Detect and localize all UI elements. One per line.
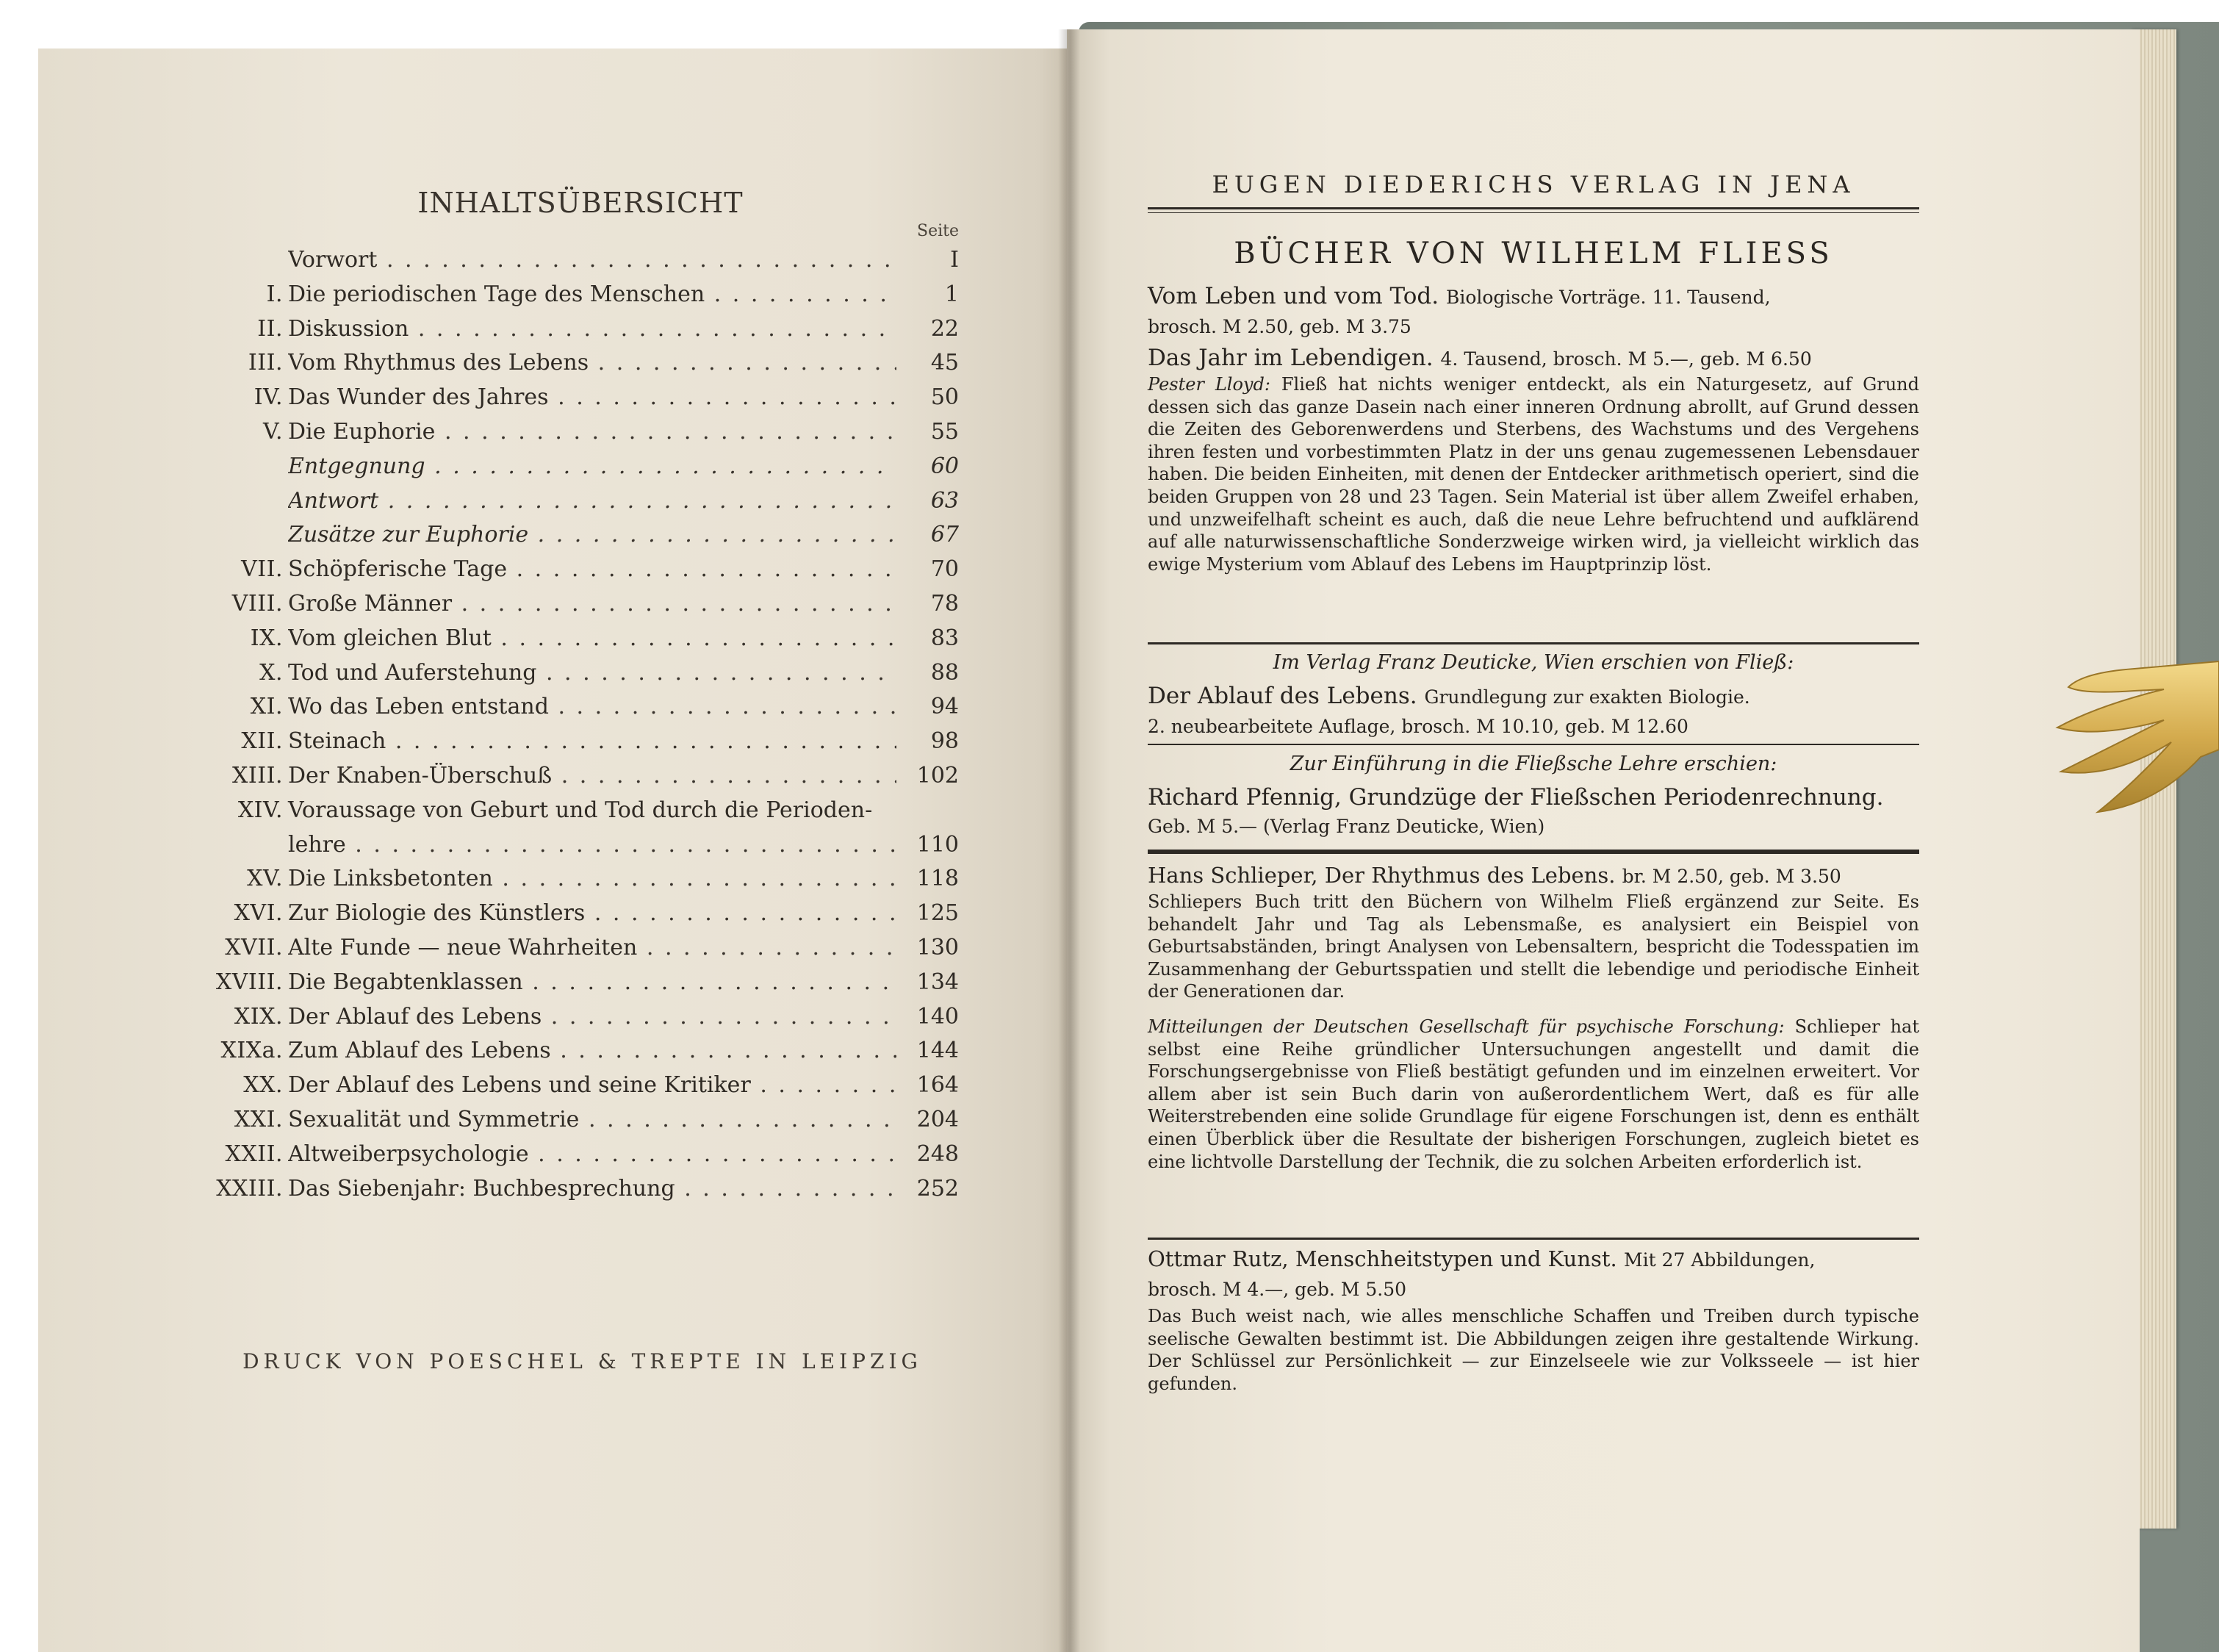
publisher-header: EUGEN DIEDERICHS VERLAG IN JENA bbox=[1212, 170, 1855, 198]
toc-chapter-title: Steinach . . . bbox=[288, 728, 896, 754]
toc-page-number: 67 bbox=[930, 522, 959, 548]
toc-chapter-title: Zum Ablauf des Lebens . . . bbox=[288, 1038, 896, 1063]
toc-page-number: 118 bbox=[916, 866, 959, 892]
publisher-rule bbox=[1148, 207, 1919, 209]
toc-entry bbox=[206, 694, 959, 728]
toc-page-number: 1 bbox=[944, 281, 959, 307]
book-entry-jahr bbox=[1148, 344, 1919, 373]
toc-chapter-number: XV. bbox=[247, 866, 283, 892]
toc-page-number: 78 bbox=[930, 591, 959, 617]
toc-entry bbox=[206, 1004, 959, 1038]
toc-chapter-title: Zur Biologie des Künstlers . . . bbox=[288, 900, 896, 926]
section-rule bbox=[1148, 642, 1919, 644]
toc-entry bbox=[206, 316, 959, 350]
toc-chapter-number: XIX. bbox=[234, 1003, 283, 1030]
toc-entry bbox=[206, 1107, 959, 1141]
book-description-schlieper: Schliepers Buch tritt den Büchern von Wilhelm Fließ ergänzend zur Seite. Es behandelt Jahr und Tag als Lebensmaße, es analysiert ein Beispiel von Geburtsabständen, bringt Analysen von Lebensaltern, bespricht die Todesspatien im Zusammenhang der Geburtsspatien und stellt die lebendige und periodische Einheit der Generationen dar. bbox=[1148, 891, 1919, 1002]
toc-entry bbox=[206, 832, 959, 866]
book-entry-ablauf bbox=[1148, 682, 1919, 741]
book-review-schlieper bbox=[1148, 1016, 1919, 1173]
book-description-rutz: Das Buch weist nach, wie alles menschliche Schaffen und Treiben durch typische seelische Gewalten bestimmt ist. Die Abbildungen zeigen ihre gestaltende Wirkung. Der Schlüssel zur Persönlichkeit — zur Einzelseele wie zur Volksseele — ist hier gefunden. bbox=[1148, 1306, 1919, 1394]
seite-label: Seite bbox=[917, 222, 959, 240]
toc-entry bbox=[206, 1176, 959, 1210]
toc-entry bbox=[206, 419, 959, 453]
book-price: br. M 2.50, geb. M 3.50 bbox=[1622, 866, 1841, 887]
toc-chapter-number: II. bbox=[257, 315, 283, 342]
toc-entry bbox=[206, 350, 959, 384]
toc-title: INHALTSÜBERSICHT bbox=[417, 187, 744, 219]
toc-chapter-number: XXIII. bbox=[216, 1175, 283, 1202]
book-price: brosch. M 4.—, geb. M 5.50 bbox=[1148, 1279, 1407, 1300]
toc-page-number: 60 bbox=[930, 453, 959, 479]
right-page bbox=[1067, 29, 2140, 1652]
toc-chapter-number: V. bbox=[263, 419, 283, 445]
toc-page-number: I bbox=[950, 247, 959, 273]
toc-chapter-title: Der Ablauf des Lebens und seine Kritiker . . . bbox=[288, 1072, 896, 1098]
book-entry-vom-leben bbox=[1148, 282, 1919, 341]
toc-chapter-title: Diskussion . . . bbox=[288, 316, 896, 342]
book-gutter bbox=[1058, 29, 1080, 1652]
toc-page-number: 140 bbox=[916, 1003, 959, 1030]
toc-chapter-title: Alte Funde — neue Wahrheiten . . . bbox=[288, 935, 896, 960]
book-title: Ottmar Rutz, Menschheitstypen und Kunst. bbox=[1148, 1246, 1617, 1271]
book-review-jahr bbox=[1148, 373, 1919, 575]
toc-chapter-title: Die Begabtenklassen . . . bbox=[288, 969, 896, 995]
toc-chapter-number: XXII. bbox=[225, 1141, 283, 1167]
toc-chapter-number: XVI. bbox=[234, 900, 283, 927]
toc-entry bbox=[206, 728, 959, 762]
toc-page-number: 83 bbox=[930, 625, 959, 651]
toc-chapter-title: Entgegnung . . . bbox=[288, 453, 896, 479]
toc-entry bbox=[206, 1141, 959, 1175]
toc-entry bbox=[206, 247, 959, 281]
toc-chapter-number: XXI. bbox=[234, 1107, 283, 1132]
book-title: Richard Pfennig, Grundzüge der Fließschen Periodenrechnung. bbox=[1148, 784, 1884, 811]
toc-chapter-number: XIXa. bbox=[220, 1038, 283, 1064]
section-heading: BÜCHER VON WILHELM FLIESS bbox=[1234, 237, 1833, 270]
toc-chapter-title: Das Siebenjahr: Buchbesprechung . . . bbox=[288, 1176, 896, 1202]
toc-chapter-title: Voraussage von Geburt und Tod durch die Perioden- bbox=[288, 797, 873, 823]
section-rule bbox=[1148, 744, 1919, 745]
gold-page-clip bbox=[2054, 647, 2219, 830]
deuticke-note: Im Verlag Franz Deuticke, Wien erschien von Fließ: bbox=[1273, 651, 1794, 674]
toc-entry bbox=[206, 1038, 959, 1071]
intro-note: Zur Einführung in die Fließsche Lehre erschien: bbox=[1290, 753, 1777, 775]
toc-chapter-number: IX. bbox=[250, 625, 283, 651]
toc-chapter-number: XIII. bbox=[232, 763, 283, 789]
toc-page-number: 204 bbox=[916, 1107, 959, 1132]
toc-chapter-title: Der Ablauf des Lebens . . . bbox=[288, 1004, 896, 1030]
book-title: Hans Schlieper, Der Rhythmus des Lebens. bbox=[1148, 863, 1616, 888]
toc-page-number: 88 bbox=[930, 659, 959, 686]
toc-entry bbox=[206, 763, 959, 797]
toc-chapter-number: VIII. bbox=[231, 591, 283, 617]
toc-chapter-title: Vorwort . . . bbox=[288, 247, 896, 273]
toc-chapter-number: XII. bbox=[241, 728, 283, 755]
toc-page-number: 134 bbox=[916, 969, 959, 995]
toc-entry bbox=[206, 797, 959, 831]
toc-chapter-title: Antwort . . . bbox=[288, 488, 896, 514]
toc-chapter-title: Tod und Auferstehung . . . bbox=[288, 660, 896, 686]
book-title: Vom Leben und vom Tod. bbox=[1148, 283, 1439, 309]
toc-page-number: 50 bbox=[930, 384, 959, 411]
toc-chapter-title: Der Knaben-Überschuß . . . bbox=[288, 763, 896, 789]
toc-page-number: 130 bbox=[916, 935, 959, 960]
review-source: Mitteilungen der Deutschen Gesellschaft für psychische Forschung: bbox=[1148, 1016, 1785, 1037]
book-price: brosch. M 2.50, geb. M 3.75 bbox=[1148, 316, 1411, 337]
toc-page-number: 98 bbox=[930, 728, 959, 755]
toc-chapter-title: Altweiberpsychologie . . . bbox=[288, 1141, 896, 1167]
toc-page-number: 144 bbox=[916, 1038, 959, 1064]
toc-chapter-title: Sexualität und Symmetrie . . . bbox=[288, 1107, 896, 1132]
toc-entry bbox=[206, 281, 959, 315]
toc-entry bbox=[206, 625, 959, 659]
section-rule-thick bbox=[1148, 850, 1919, 854]
book-details: Geb. M 5.— (Verlag Franz Deuticke, Wien) bbox=[1148, 816, 1545, 837]
toc-chapter-number: XI. bbox=[250, 694, 283, 720]
toc-entry bbox=[206, 935, 959, 969]
toc-page-number: 63 bbox=[930, 487, 959, 514]
toc-entry bbox=[206, 453, 959, 487]
book-details: Mit 27 Abbildungen, bbox=[1623, 1249, 1816, 1271]
toc-page-number: 70 bbox=[930, 556, 959, 583]
toc-entry bbox=[206, 384, 959, 418]
toc-page-number: 102 bbox=[916, 763, 959, 789]
book-entry-pfennig bbox=[1148, 783, 1919, 841]
toc-chapter-number: III. bbox=[248, 350, 283, 376]
toc-chapter-title: Die Euphorie . . . bbox=[288, 419, 896, 445]
book-details: 4. Tausend, brosch. M 5.—, geb. M 6.50 bbox=[1440, 348, 1812, 370]
toc-entry bbox=[206, 1072, 959, 1106]
review-source: Pester Lloyd: bbox=[1148, 374, 1270, 395]
toc-entry bbox=[206, 591, 959, 625]
book-details: Biologische Vorträge. 11. Tausend, bbox=[1445, 287, 1771, 308]
publisher-rule-thin bbox=[1148, 212, 1919, 213]
book-title: Der Ablauf des Lebens. bbox=[1148, 683, 1417, 709]
toc-chapter-number: XX. bbox=[243, 1072, 283, 1099]
toc-chapter-number: VII. bbox=[241, 556, 283, 583]
book-details: Grundlegung zur exakten Biologie. bbox=[1424, 686, 1750, 708]
printer-imprint: DRUCK VON POESCHEL & TREPTE IN LEIPZIG bbox=[242, 1349, 922, 1373]
toc-chapter-title: Vom Rhythmus des Lebens . . . bbox=[288, 350, 896, 376]
toc-chapter-title: Zusätze zur Euphorie . . . bbox=[288, 522, 896, 547]
toc-page-number: 164 bbox=[916, 1072, 959, 1099]
toc-entry bbox=[206, 522, 959, 556]
toc-chapter-title: Die Linksbetonten . . . bbox=[288, 866, 896, 891]
review-text: Schlieper hat selbst eine Reihe gründlicher Untersuchungen angestellt und damit die Forschungsergebnisse von Fließ bestätigt gefunden und im einzelnen erweitert. Vor allem aber ist sein Buch darin von außerordentlichem Wert, daß es für alle Weiterstrebenden eine solide Grundlage für eigene Forschungen ist, denn es enthält einen Überblick über die Resultate der bisherigen Forschungen, zugleich bietet es eine lichtvolle Darstellung der Technik, die zu solchen Arbeiten erforderlich ist. bbox=[1148, 1016, 1919, 1172]
toc-chapter-title: Große Männer . . . bbox=[288, 591, 896, 617]
toc-entry bbox=[206, 488, 959, 522]
book-entry-schlieper bbox=[1148, 861, 1919, 891]
toc-page-number: 110 bbox=[916, 831, 959, 858]
toc-chapter-title: Vom gleichen Blut . . . bbox=[288, 625, 896, 651]
toc-entry bbox=[206, 969, 959, 1003]
toc-chapter-number: XVIII. bbox=[215, 969, 283, 995]
toc-chapter-title: Die periodischen Tage des Menschen . . . bbox=[288, 281, 896, 307]
toc-chapter-number: X. bbox=[259, 659, 283, 686]
toc-page-number: 45 bbox=[930, 350, 959, 376]
toc-entry bbox=[206, 660, 959, 694]
toc-entry bbox=[206, 900, 959, 934]
toc-chapter-number: IV. bbox=[253, 384, 283, 411]
toc-chapter-title: Wo das Leben entstand . . . bbox=[288, 694, 896, 719]
toc-chapter-title: lehre . . . bbox=[288, 832, 896, 858]
section-rule bbox=[1148, 1238, 1919, 1240]
toc-page-number: 125 bbox=[916, 900, 959, 927]
book-title: Das Jahr im Lebendigen. bbox=[1148, 345, 1434, 371]
book-entry-rutz bbox=[1148, 1245, 1919, 1304]
toc-page-number: 22 bbox=[930, 315, 959, 342]
toc-page-number: 252 bbox=[916, 1175, 959, 1202]
toc-entry bbox=[206, 556, 959, 590]
toc-chapter-number: I. bbox=[266, 281, 283, 307]
toc-chapter-title: Das Wunder des Jahres . . . bbox=[288, 384, 896, 410]
toc-page-number: 55 bbox=[930, 419, 959, 445]
review-text: Fließ hat nichts weniger entdeckt, als ein Naturgesetz, auf Grund dessen sich das ganze Dasein nach einer inneren Ordnung abrollt, auf Grund dessen die Zeiten des Geborenwerdens und Sterbens, des Wachstums und des Vergehens ihren festen und vorbestimmten Platz in der uns genau zugemessenen Lebensdauer haben. Die beiden Einheiten, mit denen der Entdecker arithmetisch operiert, sind die beiden Gruppen von 28 und 23 Tagen. Sein Material ist über allem Zweifel erhaben, und unzweifelhaft scheint es auch, daß die neue Lehre befruchtend und aufklärend auf alle naturwissenschaftliche Sonderzweige wirken wird, ja vielleicht wirklich das ewige Mysterium vom Ablauf des Lebens im Hauptprinzip löst. bbox=[1148, 374, 1919, 575]
toc-chapter-title: Schöpferische Tage . . . bbox=[288, 556, 896, 582]
toc-entry bbox=[206, 866, 959, 899]
toc-chapter-number: XIV. bbox=[237, 797, 283, 823]
toc-page-number: 94 bbox=[930, 694, 959, 720]
book-price: 2. neubearbeitete Auflage, brosch. M 10.10, geb. M 12.60 bbox=[1148, 716, 1688, 737]
toc-page-number: 248 bbox=[916, 1141, 959, 1167]
toc-chapter-number: XVII. bbox=[225, 935, 283, 960]
